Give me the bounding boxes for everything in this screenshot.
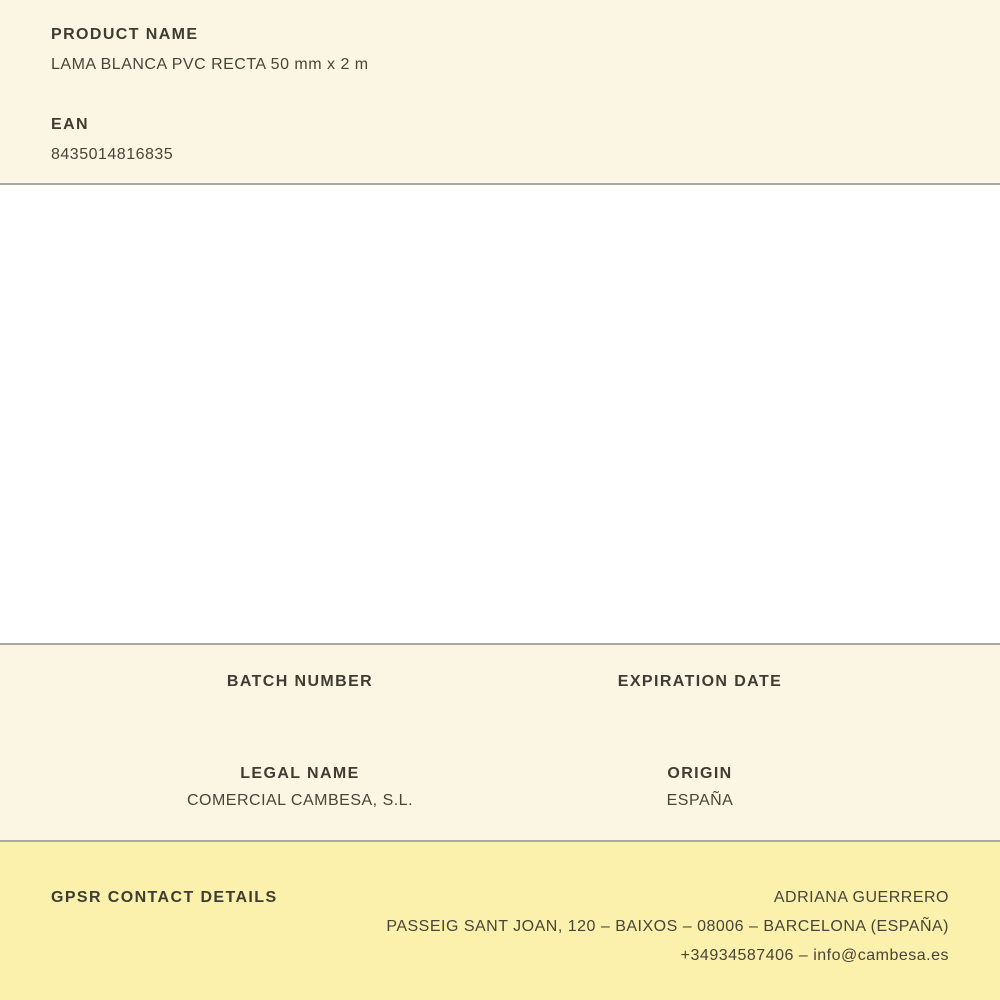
ean-label: EAN — [51, 116, 89, 133]
product-details-section — [0, 645, 1000, 842]
contact-name: ADRIANA GUERRERO — [773, 889, 949, 906]
legal-name-label: LEGAL NAME — [240, 765, 360, 782]
details-row-legal-origin — [100, 764, 900, 811]
gpsr-contact-block — [386, 883, 949, 970]
details-grid — [100, 645, 900, 811]
batch-number-label: BATCH NUMBER — [226, 673, 374, 690]
origin-label: ORIGIN — [667, 765, 733, 782]
details-row-batch-expiration — [100, 645, 900, 719]
product-name-field — [51, 25, 950, 75]
gpsr-contact-row — [51, 883, 949, 970]
ean-value: 8435014816835 — [51, 146, 174, 163]
batch-number-cell — [100, 672, 500, 719]
gpsr-contact-section — [0, 842, 1000, 1000]
contact-address: PASSEIG SANT JOAN, 120 – BAIXOS – 08006 – BARCELONA (ESPAÑA) — [386, 918, 949, 935]
expiration-date-value — [500, 699, 900, 719]
gpsr-contact-label: GPSR CONTACT DETAILS — [51, 889, 278, 906]
product-header-section — [0, 0, 1000, 185]
product-image-area — [0, 185, 1000, 645]
product-name-value: LAMA BLANCA PVC RECTA 50 mm x 2 m — [51, 56, 369, 73]
product-name-label: PRODUCT NAME — [51, 26, 199, 43]
legal-name-value: COMERCIAL CAMBESA, S.L. — [186, 792, 414, 809]
batch-number-value — [100, 699, 500, 719]
contact-phone-email: +34934587406 – info@cambesa.es — [680, 947, 949, 964]
expiration-date-label: EXPIRATION DATE — [617, 673, 783, 690]
legal-name-cell — [100, 764, 500, 811]
ean-field — [51, 115, 950, 165]
origin-value: ESPAÑA — [666, 792, 734, 809]
origin-cell — [500, 764, 900, 811]
expiration-date-cell — [500, 672, 900, 719]
